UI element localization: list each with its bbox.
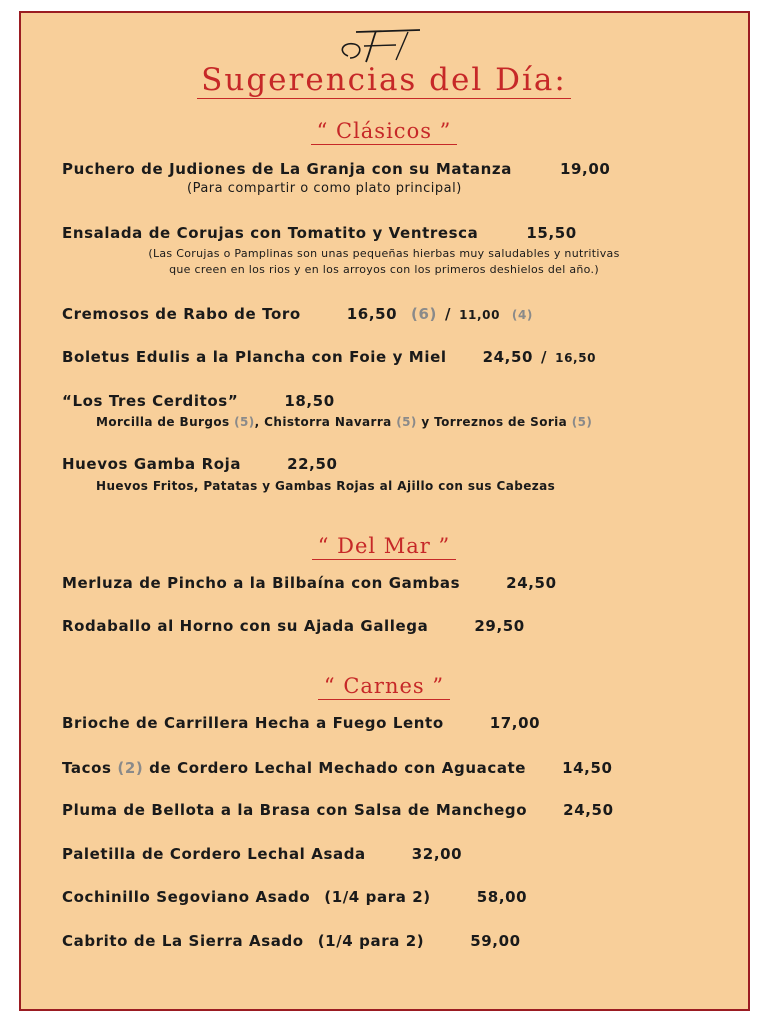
section-carnes: “ Carnes ” [0,673,768,700]
menu-item-pluma: Pluma de Bellota a la Brasa con Salsa de Manchego 24,50 [62,801,614,819]
item-description-cerditos: Morcilla de Burgos (5), Chistorra Navarra (5) y Torreznos de Soria (5) [96,415,593,429]
menu-item-cremosos: Cremosos de Rabo de Toro 16,50 (6) / 11,00 (4) [62,305,533,323]
menu-item-boletus: Boletus Edulis a la Plancha con Foie y Miel 24,50 / 16,50 [62,348,597,366]
item-note-puchero: (Para compartir o como plato principal) [187,181,462,196]
menu-item-cochinillo: Cochinillo Segoviano Asado (1/4 para 2) 58,00 [62,888,528,906]
restaurant-logo [336,22,432,66]
menu-item-cabrito: Cabrito de La Sierra Asado (1/4 para 2) 59,00 [62,932,521,950]
item-description-ensalada: (Las Corujas o Pamplinas son unas pequeñas hierbas muy saludables y nutritivas que creen en los rios y en los arroyos con los primeros deshielos del año.) [148,247,620,276]
menu-item-huevos: Huevos Gamba Roja 22,50 [62,455,338,473]
item-description-huevos: Huevos Fritos, Patatas y Gambas Rojas al Ajillo con sus Cabezas [96,479,556,493]
section-clasicos: “ Clásicos ” [0,118,768,145]
page-title: Sugerencias del Día: [0,62,768,99]
section-del-mar: “ Del Mar ” [0,533,768,560]
menu-item-rodaballo: Rodaballo al Horno con su Ajada Gallega 29,50 [62,617,525,635]
menu-item-puchero: Puchero de Judiones de La Granja con su Matanza 19,00 [62,160,611,178]
menu-item-cerditos: “Los Tres Cerditos” 18,50 [62,392,335,410]
menu-item-brioche: Brioche de Carrillera Hecha a Fuego Lento 17,00 [62,714,541,732]
menu-item-tacos: Tacos (2) de Cordero Lechal Mechado con Aguacate 14,50 [62,759,613,777]
menu-item-merluza: Merluza de Pincho a la Bilbaína con Gambas 24,50 [62,574,557,592]
menu-item-ensalada: Ensalada de Corujas con Tomatito y Ventresca 15,50 [62,224,577,242]
menu-item-paletilla: Paletilla de Cordero Lechal Asada 32,00 [62,845,463,863]
